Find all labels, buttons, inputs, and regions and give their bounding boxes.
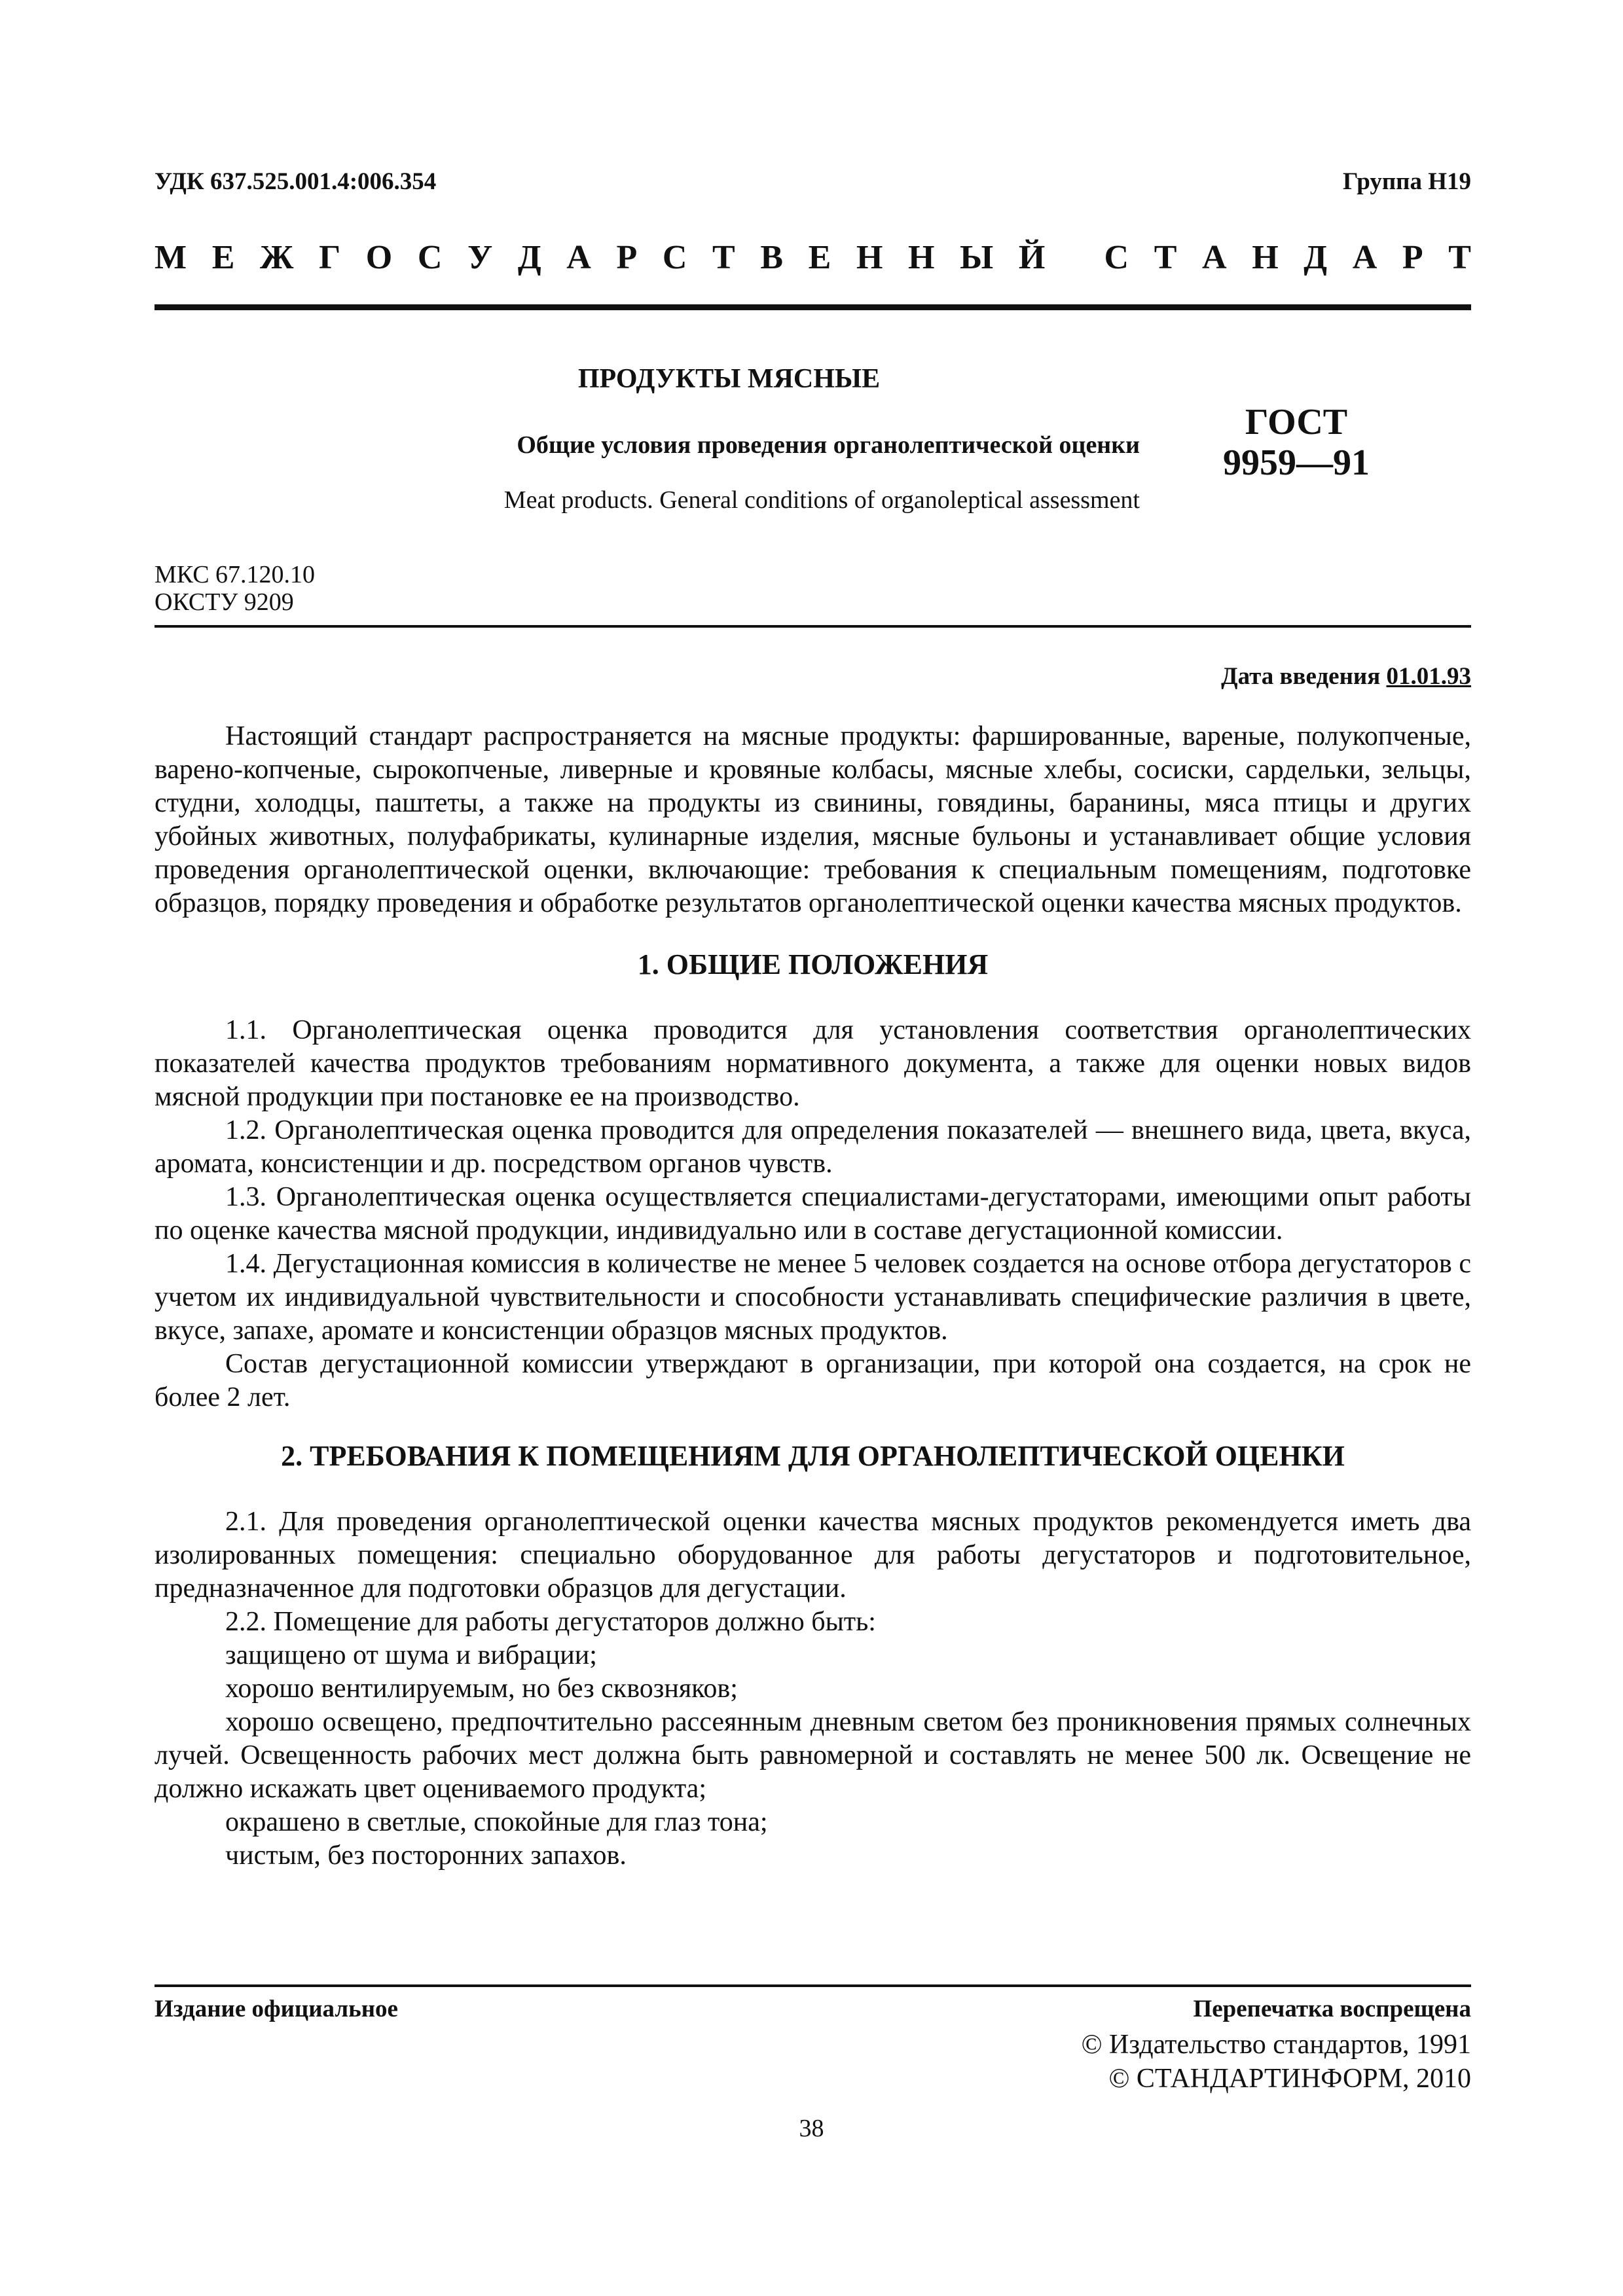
clause-2-2: 2.2. Помещение для работы дегустаторов должно быть: bbox=[225, 1607, 876, 1637]
banner-letter: Ж bbox=[260, 239, 294, 276]
section-2-heading: 2. ТРЕБОВАНИЯ К ПОМЕЩЕНИЯМ ДЛЯ ОРГАНОЛЕПТИЧЕСКОЙ ОЦЕНКИ bbox=[281, 1440, 1345, 1472]
clause-2-2-item-2: хорошо вентилируемым, но без сквозняков; bbox=[225, 1674, 738, 1704]
banner-word-gap bbox=[1070, 241, 1079, 275]
banner-letter: М bbox=[155, 239, 187, 276]
official-edition-label: Издание официальное bbox=[155, 1996, 398, 2022]
banner-letter: Т bbox=[1448, 239, 1471, 276]
copyright-line-1: © Издательство стандартов, 1991 bbox=[1081, 2030, 1471, 2060]
banner-letter: Д bbox=[517, 239, 541, 276]
page-number: 38 bbox=[799, 2115, 824, 2142]
clause-1-4: 1.4. Дегустационная комиссия в количестве не менее 5 человек создается на основе отбора дегустаторов с учетом их индивидуальной чувствительности и способности устанавливать специфические различия в цвете, вкусе, запахе, аромате и консистенции образцов мясных продуктов. bbox=[155, 1249, 1471, 1346]
banner-letter: Р bbox=[1402, 239, 1423, 276]
clause-1-3: 1.3. Органолептическая оценка осуществляется специалистами-дегустаторами, имеющими опыт работы по оценке качества мясной продукции, индивидуально или в составе дегустационной комиссии. bbox=[155, 1182, 1471, 1246]
section-1-heading: 1. ОБЩИЕ ПОЛОЖЕНИЯ bbox=[637, 948, 989, 980]
intro-paragraph: Настоящий стандарт распространяется на мясные продукты: фаршированные, вареные, полукопченые, варено-копченые, сырокопченые, ливерные и кровяные колбасы, мясные хлебы, сосиски, сардельки, зельцы, студни, холодцы, паштеты, а также на продукты из свинины, говядины, баранины, мяса птицы и других убойных животных, полуфабрикаты, кулинарные изделия, мясные бульоны и устанавливает общие условия проведения органолептической оценки, включающие: требования к специальным помещениям, подготовке образцов, порядку проведения и обработке результатов органолептической оценки качества мясных продуктов. bbox=[155, 721, 1471, 918]
banner-letter: В bbox=[760, 239, 784, 276]
gost-designation bbox=[1152, 403, 1440, 483]
banner-letter: О bbox=[365, 239, 393, 276]
introduction-date bbox=[1221, 662, 1471, 691]
banner-letter: Й bbox=[1018, 239, 1046, 276]
udc-code: УДК 637.525.001.4:006.354 bbox=[155, 168, 437, 195]
okstu-code: ОКСТУ 9209 bbox=[155, 588, 294, 616]
reprint-prohibited-label: Перепечатка воспрещена bbox=[1193, 1996, 1471, 2022]
gost-number: 9959—91 bbox=[1223, 442, 1370, 483]
banner-letter: Н bbox=[1252, 239, 1279, 276]
clause-2-2-item-3: хорошо освещено, предпочтительно рассеянным дневным светом без проникновения прямых солнечных лучей. Освещенность рабочих мест должна быть равномерной и составлять не менее 500 лк. Освещение не должно искажать цвет оцениваемого продукта; bbox=[155, 1707, 1471, 1804]
banner-letter: А bbox=[566, 239, 591, 276]
introduction-date-value: 01.01.93 bbox=[1386, 663, 1471, 690]
banner-letter: У bbox=[467, 239, 493, 276]
banner-letter: Е bbox=[808, 239, 831, 276]
banner-letter: Р bbox=[616, 239, 638, 276]
banner-letter: Ы bbox=[960, 239, 994, 276]
mks-code: МКС 67.120.10 bbox=[155, 561, 316, 588]
banner-letter: С bbox=[417, 239, 443, 276]
clause-2-2-item-5: чистым, без посторонних запахов. bbox=[225, 1840, 627, 1871]
banner-letter: А bbox=[1202, 239, 1227, 276]
document-title: ПРОДУКТЫ МЯСНЫЕ bbox=[577, 364, 881, 394]
banner-letter: С bbox=[1104, 239, 1129, 276]
header-rule-thick bbox=[155, 304, 1471, 310]
banner-letter: Е bbox=[211, 239, 235, 276]
banner-letter: А bbox=[1352, 239, 1377, 276]
document-body bbox=[155, 720, 1471, 1873]
interstate-standard-banner bbox=[155, 241, 1471, 275]
clause-2-1: 2.1. Для проведения органолептической оценки качества мясных продуктов рекомендуется иметь два изолированных помещения: специально оборудованное для работы дегустаторов и подготовительное, предназначенное для подготовки образцов для дегустации. bbox=[155, 1507, 1471, 1604]
classification-rule bbox=[155, 625, 1471, 628]
introduction-date-label: Дата введения bbox=[1221, 663, 1381, 690]
clause-2-2-item-1: защищено от шума и вибрации; bbox=[225, 1640, 597, 1670]
clause-1-4-cont: Состав дегустационной комиссии утверждают в организации, при которой она создается, на срок не более 2 лет. bbox=[155, 1349, 1471, 1412]
clause-1-2: 1.2. Органолептическая оценка проводится для определения показателей — внешнего вида, цвета, вкуса, аромата, консистенции и др. посредством органов чувств. bbox=[155, 1115, 1471, 1179]
group-code: Группа Н19 bbox=[1343, 168, 1471, 195]
banner-letter: Н bbox=[856, 239, 883, 276]
banner-letter: С bbox=[662, 239, 687, 276]
clause-1-1: 1.1. Органолептическая оценка проводится для установления соответствия органолептических показателей качества продуктов требованиям нормативного документа, а также для оценки новых видов мясной продукции при постановке ее на производство. bbox=[155, 1015, 1471, 1112]
copyright-block bbox=[1082, 2028, 1471, 2096]
banner-letter: Т bbox=[712, 239, 735, 276]
banner-letter: Д bbox=[1304, 239, 1328, 276]
clause-2-2-item-4: окрашено в светлые, спокойные для глаз тона; bbox=[225, 1807, 768, 1837]
banner-letter: Н bbox=[908, 239, 935, 276]
document-subtitle: Общие условия проведения органолептической оценки bbox=[517, 431, 1140, 459]
gost-label: ГОСТ bbox=[1245, 402, 1348, 442]
document-title-english: Meat products. General conditions of organoleptical assessment bbox=[503, 486, 1140, 514]
banner-letter: Т bbox=[1154, 239, 1177, 276]
footer-rule bbox=[155, 1984, 1471, 1987]
copyright-line-2: © СТАНДАРТИНФОРМ, 2010 bbox=[1108, 2064, 1471, 2094]
title-block bbox=[155, 363, 1140, 514]
banner-letter: Г bbox=[319, 239, 341, 276]
classification-codes bbox=[155, 562, 315, 617]
